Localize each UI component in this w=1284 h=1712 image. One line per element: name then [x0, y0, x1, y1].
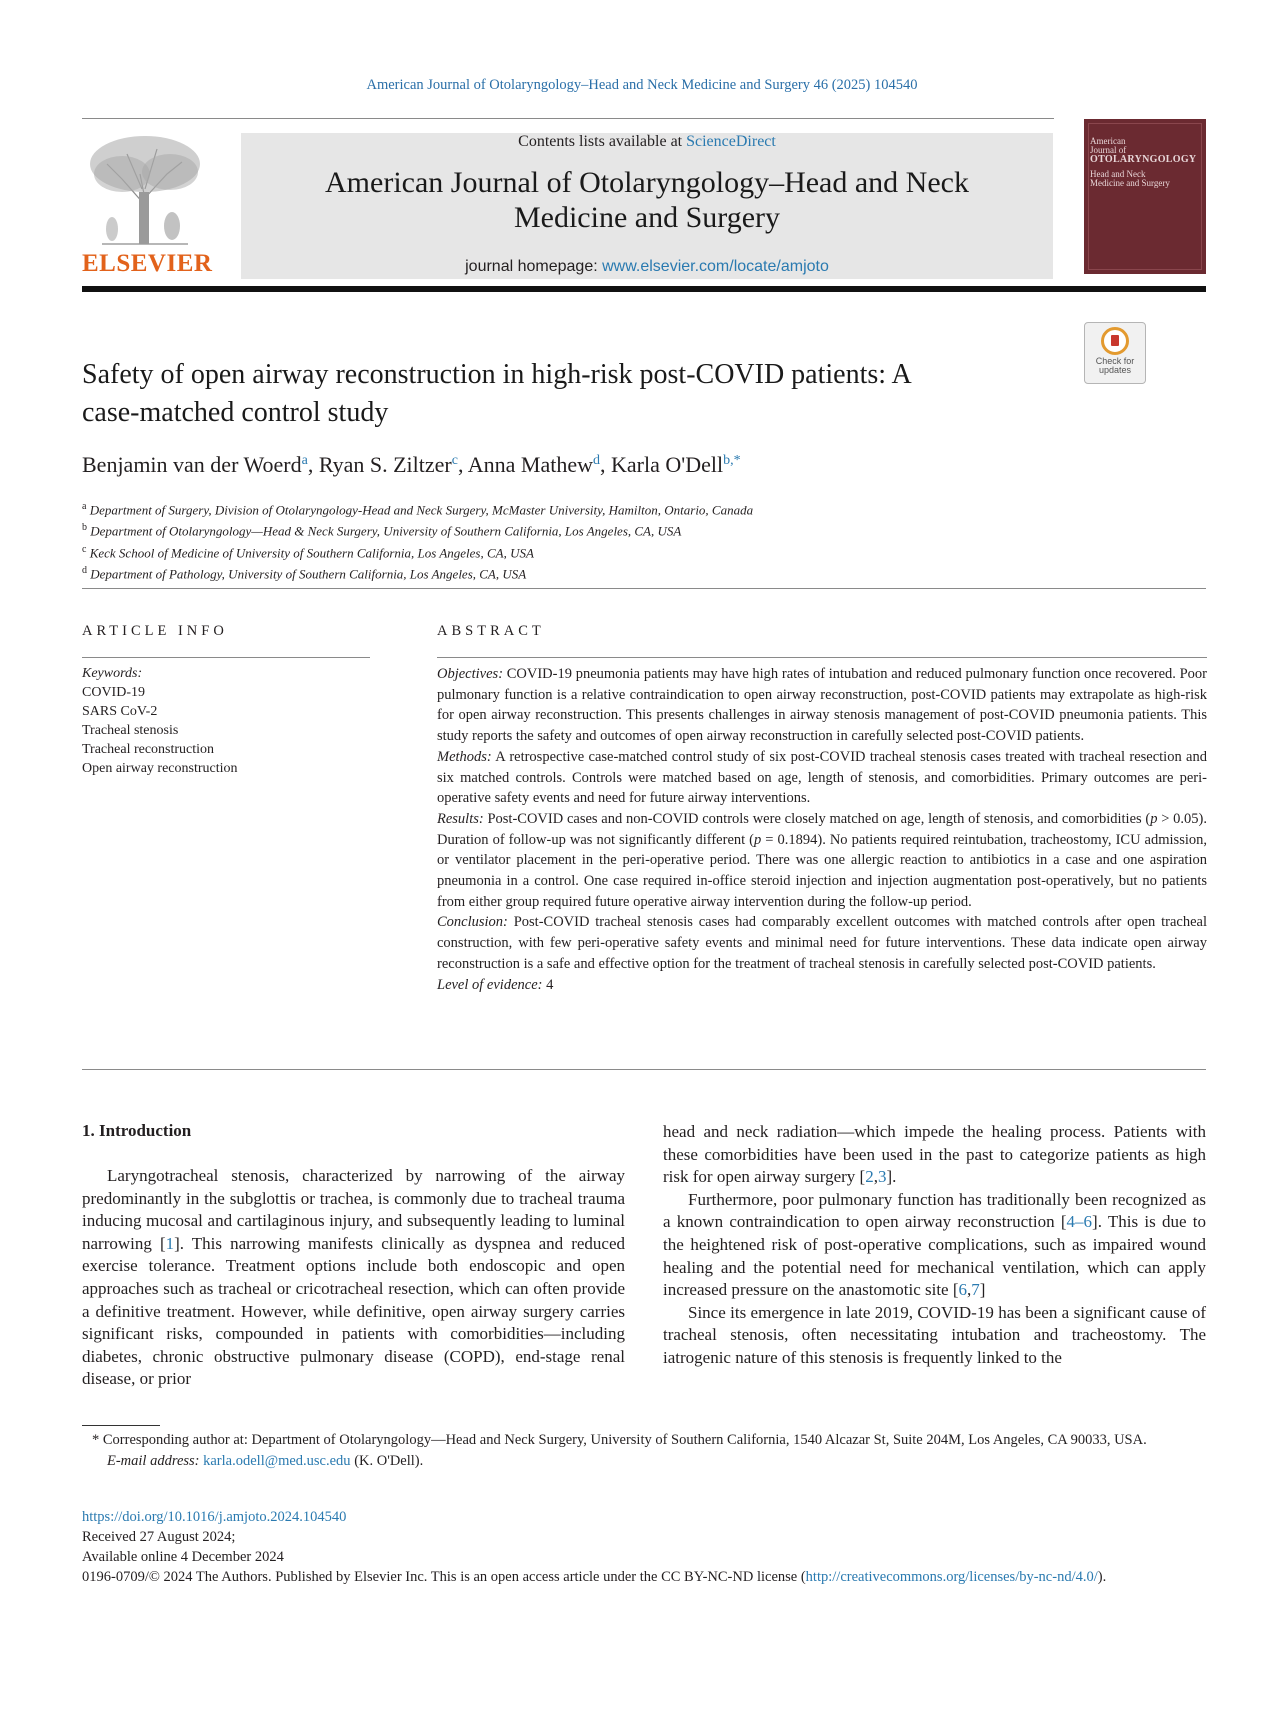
abstract-body — [437, 664, 1207, 995]
conclusion-text: Post-COVID tracheal stenosis cases had comparably excellent outcomes with matched controls after open tracheal construction, with few peri-operative safety events and minimal need for future interventions. These data indicate open airway reconstruction is a safe and effective option for the treatment of tracheal stenosis in carefully selected post-COVID patients. — [437, 914, 1207, 972]
author-affiliation-mark[interactable]: a — [301, 453, 308, 468]
reference-link[interactable]: 1 — [165, 1233, 175, 1253]
affiliation-text: Department of Surgery, Division of Otolaryngology-Head and Neck Surgery, McMaster University, Hamilton, Ontario, Canada — [89, 502, 754, 518]
reference-link[interactable]: 2 — [865, 1167, 874, 1187]
p-symbol: p — [1150, 810, 1158, 827]
keywords-block — [82, 664, 372, 778]
corresponding-author — [82, 1430, 1206, 1451]
article-title — [82, 356, 1062, 432]
corresponding-author-footnote — [82, 1430, 1206, 1472]
received-date: Received 27 August 2024; — [82, 1529, 236, 1545]
reference-link[interactable]: 7 — [971, 1280, 980, 1300]
results-text: > 0.05). Duration of follow-up was not significantly different ( — [437, 810, 1207, 848]
paragraph-text: head and neck radiation—which impede the healing process. Patients with these comorbidities have been used in the past to categorize patients as high risk for open airway surgery [ — [663, 1122, 1206, 1187]
affiliation-item — [82, 562, 1182, 583]
header-divider — [82, 118, 1054, 119]
section-divider — [82, 1069, 1206, 1070]
paragraph-text: ]. This is due to the heightened risk of post-operative complications, such as impaired wound healing and the potential need for mechanical ventilation, which can apply increased pressure on the anastomotic site [ — [663, 1212, 1206, 1300]
header-thick-rule — [82, 286, 1206, 292]
journal-title-line-2: Medicine and Surgery — [513, 201, 781, 234]
license-text-end: ). — [1097, 1569, 1107, 1585]
running-head: American Journal of Otolaryngology–Head and Neck Medicine and Surgery 46 (2025) 104540 — [366, 77, 918, 93]
affiliation-item — [82, 519, 1182, 540]
affiliation-mark: b — [82, 522, 87, 534]
keywords-label: Keywords: — [82, 666, 143, 681]
journal-cover-image — [1084, 119, 1206, 274]
paragraph-text: Furthermore, poor pulmonary function has traditionally been recognized as a known contraindication to open airway reconstruction [ — [663, 1189, 1206, 1232]
paragraph — [82, 1165, 625, 1391]
doi-link[interactable]: https://doi.org/10.1016/j.amjoto.2024.104540 — [82, 1509, 347, 1525]
abstract-level-of-evidence — [437, 975, 1207, 996]
check-updates-line-2: updates — [1098, 365, 1132, 375]
abstract-conclusion — [437, 912, 1207, 974]
affiliation-mark: c — [82, 543, 87, 555]
author-name[interactable]: Anna Mathew — [467, 452, 594, 477]
affiliation-text: Keck School of Medicine of University of Southern California, Los Angeles, CA, USA — [89, 544, 534, 560]
check-updates-line-1: Check for — [1095, 356, 1135, 366]
cover-text-4: Head and Neck — [1090, 169, 1146, 179]
affiliation-item — [82, 541, 1182, 562]
reference-separator: , — [967, 1280, 972, 1300]
email-link[interactable]: karla.odell@med.usc.edu — [203, 1453, 351, 1469]
body-column-right — [663, 1121, 1206, 1370]
abstract-rule — [437, 657, 1207, 658]
article-info-rule — [82, 657, 370, 658]
paragraph-text: ]. This narrowing manifests clinically as dyspnea and reduced exercise tolerance. Treatment options include both endoscopic and open approaches such as tracheal or cricotracheal resection, which can often provide a definitive treatment. However, while definitive, open airway surgery carries significant risks, compounded in patients with comorbidities—including diabetes, chronic obstructive pulmonary disease (COPD), end-stage renal disease, or prior — [82, 1233, 626, 1389]
reference-separator: , — [873, 1167, 878, 1187]
publication-info — [82, 1507, 1206, 1587]
objectives-text: COVID-19 pneumonia patients may have high rates of intubation and reduced pulmonary function once recovered. Poor pulmonary function is a relative contraindication to open airway reconstruction, post-COVID patients may extrapolate as high-risk for open airway reconstruction. This presents challenges in airway stenosis management of post-COVID pneumonia patients. This study reports the safety and outcomes of open airway reconstruction in carefully selected post-COVID patients. — [437, 666, 1207, 745]
level-value: 4 — [542, 976, 554, 993]
affiliation-mark: d — [82, 564, 87, 576]
methods-text: A retrospective case-matched control study of six post-COVID tracheal stenosis cases treated with tracheal resection and six matched controls. Controls were matched based on age, length of stenosis, and comorbidities. Primary outcomes are peri-operative safety events and need for future airway interventions. — [437, 748, 1207, 807]
journal-title-line-1: American Journal of Otolaryngology–Head and Neck — [325, 166, 969, 199]
keyword-item: Tracheal stenosis — [82, 723, 179, 738]
body-column-left — [82, 1165, 625, 1391]
article-title-line-1: Safety of open airway reconstruction in high-risk post-COVID patients: A — [82, 359, 912, 390]
results-text: Post-COVID cases and non-COVID controls were closely matched on age, length of stenosis, and comorbidities ( — [483, 810, 1151, 827]
affiliation-text: Department of Pathology, University of Southern California, Los Angeles, CA, USA — [90, 566, 527, 582]
keyword-item: Open airway reconstruction — [82, 761, 238, 776]
email-label: E-mail address: — [107, 1453, 200, 1469]
reference-link[interactable]: 6 — [958, 1280, 968, 1300]
objectives-label: Objectives: — [437, 666, 504, 682]
journal-homepage — [241, 258, 1053, 276]
author-affiliation-mark[interactable]: c — [451, 453, 458, 468]
paragraph-text: Laryngotracheal stenosis, characterized by narrowing of the airway predominantly in the subglottis or trachea, is commonly due to tracheal trauma inducing mucosal and cartilaginous injury, and subsequently leading to luminal narrowing [ — [82, 1166, 625, 1253]
cover-text-2: Journal of — [1090, 145, 1127, 155]
affiliation-text: Department of Otolaryngology—Head & Neck Surgery, University of Southern California, Los Angeles, CA, USA — [90, 523, 682, 539]
abstract-heading: ABSTRACT — [437, 623, 545, 639]
author-name[interactable]: Benjamin van der Woerd — [82, 452, 302, 477]
abstract-methods — [437, 747, 1207, 809]
homepage-link[interactable]: www.elsevier.com/locate/amjoto — [602, 258, 829, 275]
author-separator: , — [307, 452, 319, 477]
p-symbol: p — [754, 831, 762, 848]
license-line — [82, 1567, 1206, 1587]
author-separator: , — [600, 452, 612, 477]
sciencedirect-link[interactable]: ScienceDirect — [686, 133, 776, 150]
introduction-heading: 1. Introduction — [82, 1121, 192, 1140]
abstract-results — [437, 809, 1207, 913]
contents-prefix: Contents lists available at — [518, 133, 687, 150]
corresponding-text: Corresponding author at: Department of Otolaryngology—Head and Neck Surgery, University of Southern California, 1540 Alcazar St, Suite 204M, Los Angeles, CA 90033, USA. — [99, 1432, 1147, 1448]
results-text: = 0.1894). No patients required reintubation, tracheostomy, ICU admission, or ventilator placement in the peri-operative period. There was one allergic reaction to antibiotics in a case and one aspiration pneumonia in a control. One case required in-office steroid injection and injection augmentation post-operatively, but no patients from either group required future operative airway intervention during the follow-up period. — [437, 831, 1207, 910]
author-list — [82, 452, 741, 478]
results-label: Results: — [437, 810, 484, 827]
abstract-objectives — [437, 664, 1207, 747]
license-text: 0196-0709/© 2024 The Authors. Published by Elsevier Inc. This is an open access article under the CC BY-NC-ND license ( — [82, 1569, 806, 1585]
contents-line — [241, 133, 1053, 151]
elsevier-wordmark: ELSEVIER — [82, 250, 213, 277]
reference-link[interactable]: 3 — [877, 1167, 887, 1187]
check-updates-icon — [1101, 327, 1129, 355]
cover-text-5: Medicine and Surgery — [1090, 178, 1170, 188]
homepage-label: journal homepage: — [465, 258, 603, 275]
author-name[interactable]: Karla O'Dell — [611, 452, 724, 477]
keyword-item: COVID-19 — [82, 685, 145, 700]
methods-label: Methods: — [437, 748, 492, 765]
conclusion-label: Conclusion: — [437, 914, 508, 931]
author-name[interactable]: Ryan S. Ziltzer — [318, 452, 452, 477]
reference-link[interactable]: 4–6 — [1066, 1212, 1093, 1232]
available-date: Available online 4 December 2024 — [82, 1549, 284, 1565]
journal-title — [241, 165, 1053, 235]
keyword-item: Tracheal reconstruction — [82, 742, 215, 757]
cover-text-1: American — [1090, 136, 1126, 146]
footnote-rule — [82, 1425, 160, 1426]
keyword-item: SARS CoV-2 — [82, 704, 158, 719]
paragraph-text: ]. — [886, 1167, 897, 1187]
footnote-star: * — [92, 1432, 100, 1448]
journal-cover-text — [1090, 137, 1196, 188]
author-affiliation-mark[interactable]: d — [593, 453, 601, 468]
author-separator: , — [457, 452, 468, 477]
email-line — [82, 1451, 1206, 1472]
paragraph — [663, 1121, 1206, 1189]
affiliation-item — [82, 498, 1182, 519]
paragraph — [663, 1189, 1206, 1302]
license-link[interactable]: http://creativecommons.org/licenses/by-nc-nd/4.0/ — [805, 1569, 1098, 1585]
article-title-line-2: case-matched control study — [82, 397, 389, 428]
cover-text-3: OTOLARYNGOLOGY — [1090, 154, 1197, 165]
level-label: Level of evidence: — [437, 976, 543, 993]
affiliation-mark: a — [82, 501, 87, 512]
article-info-heading: ARTICLE INFO — [82, 623, 228, 639]
paragraph-text: ] — [979, 1280, 986, 1300]
check-for-updates-button[interactable] — [1084, 322, 1146, 384]
affiliations — [82, 498, 1182, 583]
section-divider — [82, 588, 1206, 589]
email-suffix: (K. O'Dell). — [350, 1453, 424, 1469]
paragraph: Since its emergence in late 2019, COVID-19 has been a significant cause of tracheal stenosis, often necessitating intubation and tracheostomy. The iatrogenic nature of this stenosis is frequently linked to the — [663, 1302, 1206, 1367]
author-affiliation-mark[interactable]: b,* — [723, 453, 741, 468]
